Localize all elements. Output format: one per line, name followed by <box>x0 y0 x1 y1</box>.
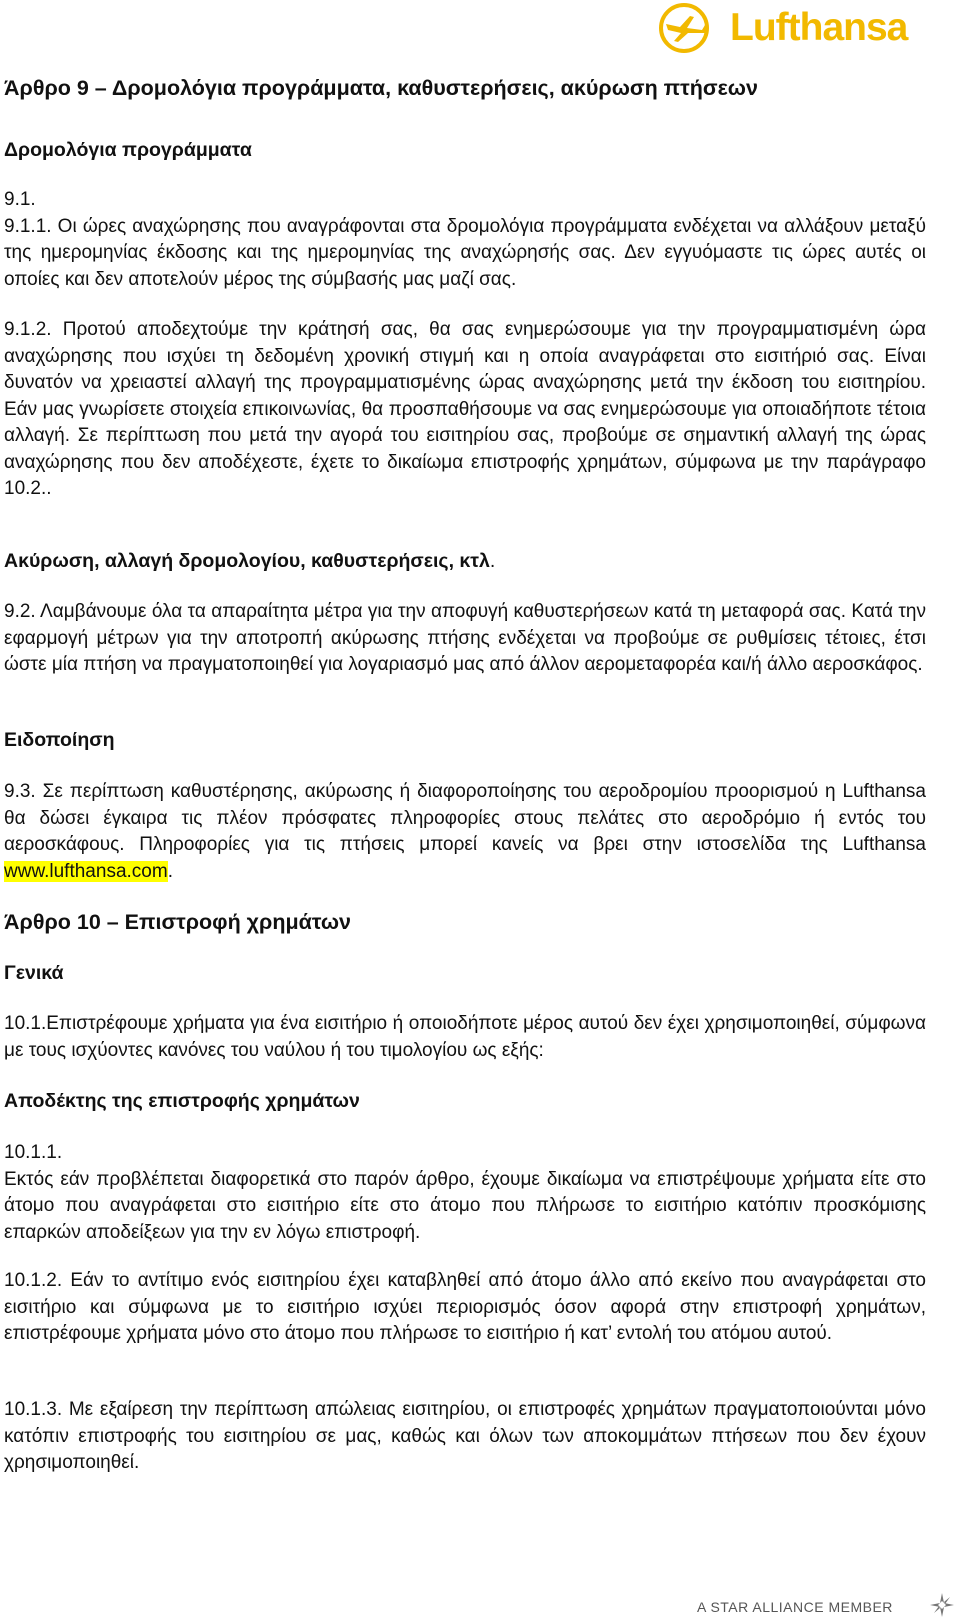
paragraph-10-1-1-text: Εκτός εάν προβλέπεται διαφορετικά στο παρόν άρθρο, έχουμε δικαίωμα να επιστρέψουμε χρήματα είτε στο άτομο που αναγράφεται στο εισιτήριο είτε στο άτομο που πλήρωσε το εισιτήριο κατόπιν προσκόμισης επαρκών αποδείξεων για την εν λόγω επιστροφή. <box>4 1168 926 1243</box>
star-alliance-text: A STAR ALLIANCE MEMBER <box>697 1599 893 1615</box>
crane-logo-icon <box>656 2 716 54</box>
star-alliance-footer <box>697 1598 957 1618</box>
lufthansa-website-link[interactable]: www.lufthansa.com <box>4 860 168 882</box>
paragraph-9-1 <box>4 187 926 293</box>
paragraph-9-1-1: 9.1.1. Οι ώρες αναχώρησης που αναγράφονται στα δρομολόγια προγράμματα ενδέχεται να αλλάξουν μεταξύ της ημερομηνίας έκδοσης και της ημερομηνίας της αναχώρησής σας. Δεν εγγυόμαστε τις ώρες αυτές οι οποίες και δεν αποτελούν μέρος της σύμβασής μας μαζί σας. <box>4 215 926 290</box>
clause-number: 9.1. <box>4 189 36 210</box>
paragraph-10-1: 10.1.Επιστρέφουμε χρήματα για ένα εισιτήριο ή οποιοδήποτε μέρος αυτού δεν έχει χρησιμοποιηθεί, σύμφωνα με τους ισχύοντες κανόνες του ναύλου ή του τιμολογίου ως εξής: <box>4 1013 926 1061</box>
article-9-title: Άρθρο 9 – Δρομολόγια προγράμματα, καθυστερήσεις, ακύρωση πτήσεων <box>4 76 758 100</box>
section-heading-refund-recipient: Αποδέκτης της επιστροφής χρημάτων <box>4 1090 360 1112</box>
lufthansa-logo <box>656 2 956 54</box>
paragraph-9-3: 9.3. Σε περίπτωση καθυστέρησης, ακύρωσης ή διαφοροποίησης του αεροδρομίου προορισμού η Lufthansa θα δώσει έγκαιρα τις πλέον πρόσφατες πληροφορίες στους πελάτες στο αεροδρόμιο ή εντός του αεροσκάφους. Πληροφορίες για τις πτήσεις μπορεί κανείς να βρει στην ιστοσελίδα της Lufthansa www.lufthansa.com. <box>4 781 926 882</box>
paragraph-10-1-1 <box>4 1140 926 1246</box>
paragraph-10-1-2: 10.1.2. Εάν το αντίτιμο ενός εισιτηρίου έχει καταβληθεί από άτομο άλλο από εκείνο που αναγράφεται στο εισιτήριο και σύμφωνα με το εισιτήριο ισχύει περιορισμός όσον αφορά στην επιστροφή χρημάτων, επιστρέφουμε χρήματα μόνο στο άτομο που πλήρωσε το εισιτήριο ή κατ’ εντολή του ατόμου αυτού. <box>4 1270 926 1344</box>
section-heading-notification: Ειδοποίηση <box>4 729 115 751</box>
section-heading-cancellation: Ακύρωση, αλλαγή δρομολογίου, καθυστερήσεις, κτλ. <box>4 550 496 572</box>
star-alliance-icon <box>929 1592 955 1618</box>
section-heading-schedules: Δρομολόγια προγράμματα <box>4 139 252 161</box>
paragraph-9-2: 9.2. Λαμβάνουμε όλα τα απαραίτητα μέτρα για την αποφυγή καθυστερήσεων κατά τη μεταφορά σας. Κατά την εφαρμογή μέτρων για την αποτροπή ακύρωσης πτήσης ενδέχεται να προβούμε σε ρυθμίσεις τέτοιες, έτσι ώστε μία πτήση να πραγματοποιηθεί για λογαριασμό μας από άλλον αερομεταφορέα και/ή άλλο αεροσκάφος. <box>4 601 926 675</box>
brand-name: Lufthansa <box>730 6 908 49</box>
paragraph-10-1-3: 10.1.3. Με εξαίρεση την περίπτωση απώλειας εισιτηρίου, οι επιστροφές χρημάτων πραγματοποιούνται μόνο κατόπιν επιστροφής του εισιτηρίου σε μας, καθώς και όλων των αποκομμάτων πτήσεων που δεν έχουν χρησιμοποιηθεί. <box>4 1399 926 1473</box>
clause-number: 10.1.1. <box>4 1142 63 1163</box>
article-10-title: Άρθρο 10 – Επιστροφή χρημάτων <box>4 910 351 934</box>
section-heading-general: Γενικά <box>4 962 64 984</box>
paragraph-9-1-2: 9.1.2. Προτού αποδεχτούμε την κράτησή σας, θα σας ενημερώσουμε για την προγραμματισμένη ώρα αναχώρησης που ισχύει τη δεδομένη χρονική στιγμή και η οποία αναγράφεται στο εισιτήριό σας. Είναι δυνατόν να χρειαστεί αλλαγή της προγραμματισμένης ώρας αναχώρησης μετά την έκδοση του εισιτηρίου. Εάν μας γνωρίσετε στοιχεία επικοινωνίας, θα προσπαθήσουμε να σας ενημερώσουμε για οποιαδήποτε τέτοια αλλαγή. Σε περίπτωση που μετά την αγορά του εισιτηρίου σας, προβούμε σε σημαντική αλλαγή της ώρας αναχώρησης που δεν αποδέχεστε, έχετε το δικαίωμα επιστροφής χρημάτων, σύμφωνα με την παράγραφο 10.2.. <box>4 319 926 499</box>
